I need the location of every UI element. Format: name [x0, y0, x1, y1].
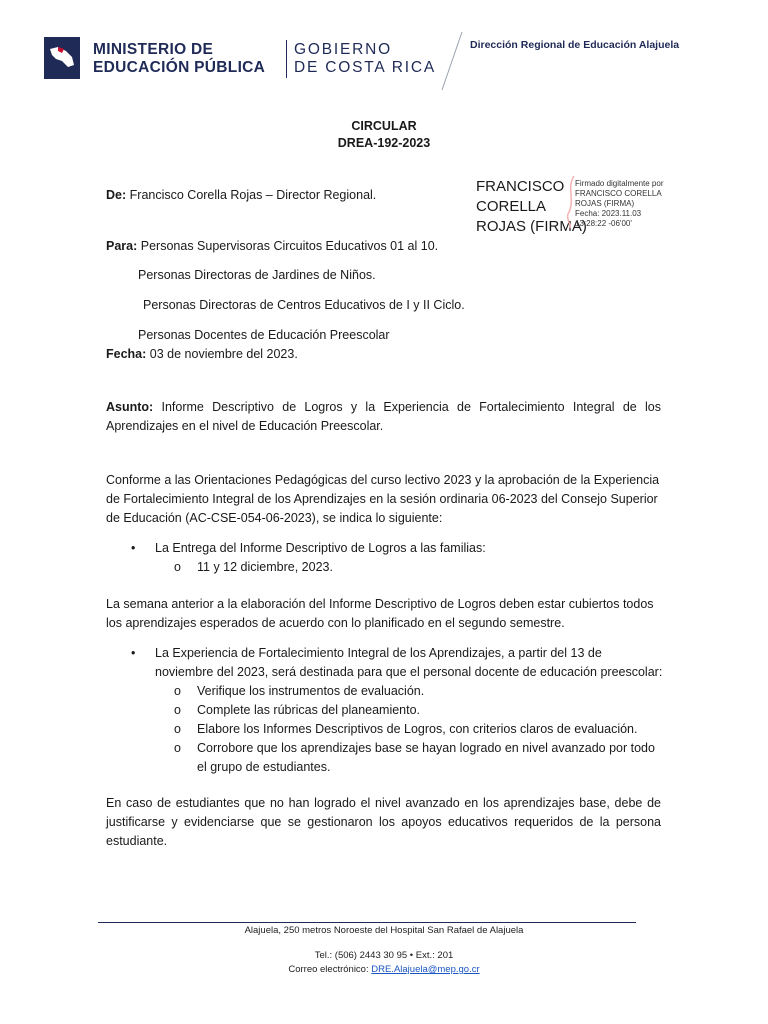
- bullet-2-sub-4: Corrobore que los aprendizajes base se hayan logrado en nivel avanzado por todo el grupo de estudiantes.: [197, 741, 655, 774]
- header-slash: [440, 30, 464, 97]
- bullet-dot-1: •: [131, 541, 136, 555]
- bullet-1: La Entrega del Informe Descriptivo de Logros a las familias:: [155, 541, 486, 555]
- bullet-2-sub-3: Elabore los Informes Descriptivos de Logros, con criterios claros de evaluación.: [197, 722, 638, 736]
- document-title: [0, 118, 768, 152]
- sig-detail-2: FRANCISCO CORELLA: [575, 189, 662, 198]
- ministry-name: [93, 41, 265, 77]
- from-label: De:: [106, 188, 127, 202]
- title-code: DREA-192-2023: [337, 136, 431, 150]
- subject-value: Informe Descriptivo de Logros y la Experiencia de Fortalecimiento Integral de los Aprendizajes en el nivel de Educación Preescolar.: [106, 400, 661, 433]
- digital-signature-details: [575, 179, 663, 229]
- sub-bullet-marker: o: [174, 722, 181, 736]
- paragraph-3: En caso de estudiantes que no han logrado el nivel avanzado en los aprendizajes base, debe de justificarse y evidenciarse que se gestionaron los apoyos educativos requeridos de la persona estudiante.: [106, 796, 661, 848]
- sig-name-line-2: CORELLA: [476, 198, 547, 215]
- gov-line-1: GOBIERNO: [294, 41, 392, 58]
- bullet-1-sub: 11 y 12 diciembre, 2023.: [197, 560, 333, 574]
- sub-bullet-marker: o: [174, 741, 181, 755]
- footer-divider: [98, 922, 636, 923]
- to-line: [106, 237, 438, 256]
- to-label: Para:: [106, 239, 138, 253]
- gov-line-2: DE COSTA RICA: [294, 59, 436, 76]
- from-line: [106, 186, 376, 205]
- ministry-line-1: MINISTERIO DE: [93, 41, 214, 58]
- subject-label: Asunto:: [106, 400, 154, 414]
- sig-name-line-3: ROJAS (FIRMA): [476, 218, 587, 235]
- title-circular: CIRCULAR: [351, 119, 417, 133]
- date-line: [106, 345, 298, 364]
- footer-email-link[interactable]: DRE.Alajuela@mep.go.cr: [371, 964, 480, 975]
- footer-phone: Tel.: (506) 2443 30 95 • Ext.: 201: [314, 950, 454, 961]
- bullet-2-sub-1: Verifique los instrumentos de evaluación.: [197, 684, 425, 698]
- sig-detail-4: Fecha: 2023.11.03: [575, 209, 642, 218]
- ministry-line-2: EDUCACIÓN PÚBLICA: [93, 59, 266, 76]
- date-label: Fecha:: [106, 347, 147, 361]
- sub-bullet-marker: o: [174, 703, 181, 717]
- from-value: Francisco Corella Rojas – Director Regional.: [129, 188, 377, 202]
- sig-detail-1: Firmado digitalmente por: [575, 179, 664, 188]
- subject-line: [106, 398, 661, 436]
- sig-detail-5: 13:28:22 -06'00': [575, 219, 632, 228]
- to-value-4: Personas Docentes de Educación Preescolar: [138, 328, 390, 342]
- sig-name-line-1: FRANCISCO: [476, 178, 565, 195]
- footer-email-label: Correo electrónico:: [288, 964, 369, 975]
- government-name: [294, 41, 436, 77]
- footer-address: Alajuela, 250 metros Noroeste del Hospital San Rafael de Alajuela: [244, 925, 524, 936]
- to-value-3: Personas Directoras de Centros Educativos de I y II Ciclo.: [143, 298, 465, 312]
- regional-office-name: Dirección Regional de Educación Alajuela: [470, 39, 680, 51]
- bullet-dot-2: •: [131, 646, 136, 660]
- to-value-1: Personas Supervisoras Circuitos Educativos 01 al 10.: [140, 239, 439, 253]
- header-divider: [286, 40, 287, 78]
- sub-bullet-marker: o: [174, 560, 181, 574]
- paragraph-2: La semana anterior a la elaboración del Informe Descriptivo de Logros deben estar cubiertos todos los aprendizajes esperados de acuerdo con lo planificado en el segundo semestre.: [106, 597, 654, 630]
- date-value: 03 de noviembre del 2023.: [149, 347, 298, 361]
- to-value-2: Personas Directoras de Jardines de Niños.: [138, 268, 376, 282]
- sub-bullet-marker: o: [174, 684, 181, 698]
- sig-detail-3: ROJAS (FIRMA): [575, 199, 635, 208]
- costa-rica-map-logo: [44, 37, 80, 79]
- bullet-2-sub-2: Complete las rúbricas del planeamiento.: [197, 703, 421, 717]
- paragraph-1: Conforme a las Orientaciones Pedagógicas del curso lectivo 2023 y la aprobación de la Experiencia de Fortalecimiento Integral de los Aprendizajes en la sesión ordinaria 06-2023 del Consejo Superior de Educación (AC-CSE-054-06-2023), se indica lo siguiente:: [106, 473, 660, 525]
- footer-email-line: [0, 964, 768, 975]
- bullet-2: La Experiencia de Fortalecimiento Integral de los Aprendizajes, a partir del 13 de noviembre del 2023, será destinada para que el personal docente de educación preescolar:: [155, 646, 663, 679]
